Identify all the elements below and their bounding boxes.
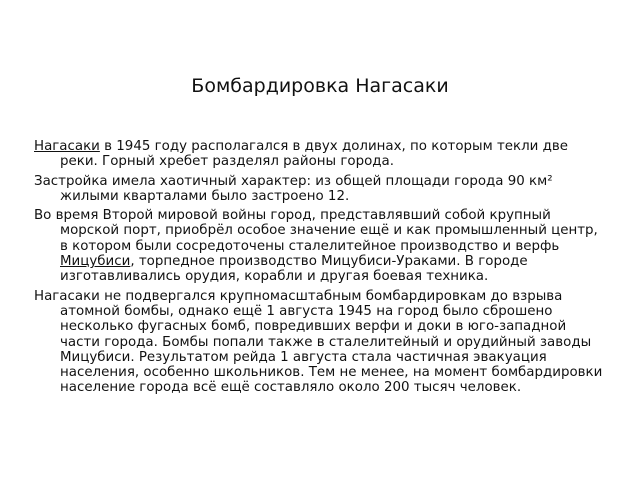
link-mitsubishi[interactable]: Мицубиси <box>60 254 131 270</box>
paragraph-industry-text-before: Во время Второй мировой войны город, представлявший собой крупный морской порт, приобрёл особое значение ещё и как промышленный центр, в котором были сосредоточены сталелитейное производство и верфь <box>34 208 598 254</box>
link-nagasaki[interactable]: Нагасаки <box>34 139 100 154</box>
paragraph-location-text: в 1945 году располагался в двух долинах, по которым текли две реки. Горный хребет разделял районы города. <box>60 139 568 170</box>
paragraph-bombings: Нагасаки не подвергался крупномасштабным бомбардировкам до взрыва атомной бомбы, однако ещё 1 августа 1945 на город было сброшено несколько фугасных бомб, повредивших верфи и доки в юго-западной части города. Бомбы попали также в сталелитейный и орудийный заводы Мицубиси. Результатом рейда 1 августа стала частичная эвакуация населения, особенно школьников. Тем не менее, на момент бомбардировки население города всё ещё составляло около 200 тысяч человек. <box>34 288 603 396</box>
paragraph-development: Застройка имела хаотичный характер: из общей площади города 90 км² жилыми кварталами было застроено 12. <box>34 173 553 204</box>
slide-body <box>34 139 606 400</box>
paragraph-location <box>34 139 606 170</box>
paragraph-industry <box>34 208 606 284</box>
paragraph-industry-text-after: , торпедное производство Мицубиси-Ураками. В городе изготавливались орудия, корабли и другая боевая техника. <box>60 254 528 285</box>
slide-title: Бомбардировка Нагасаки <box>191 75 449 97</box>
